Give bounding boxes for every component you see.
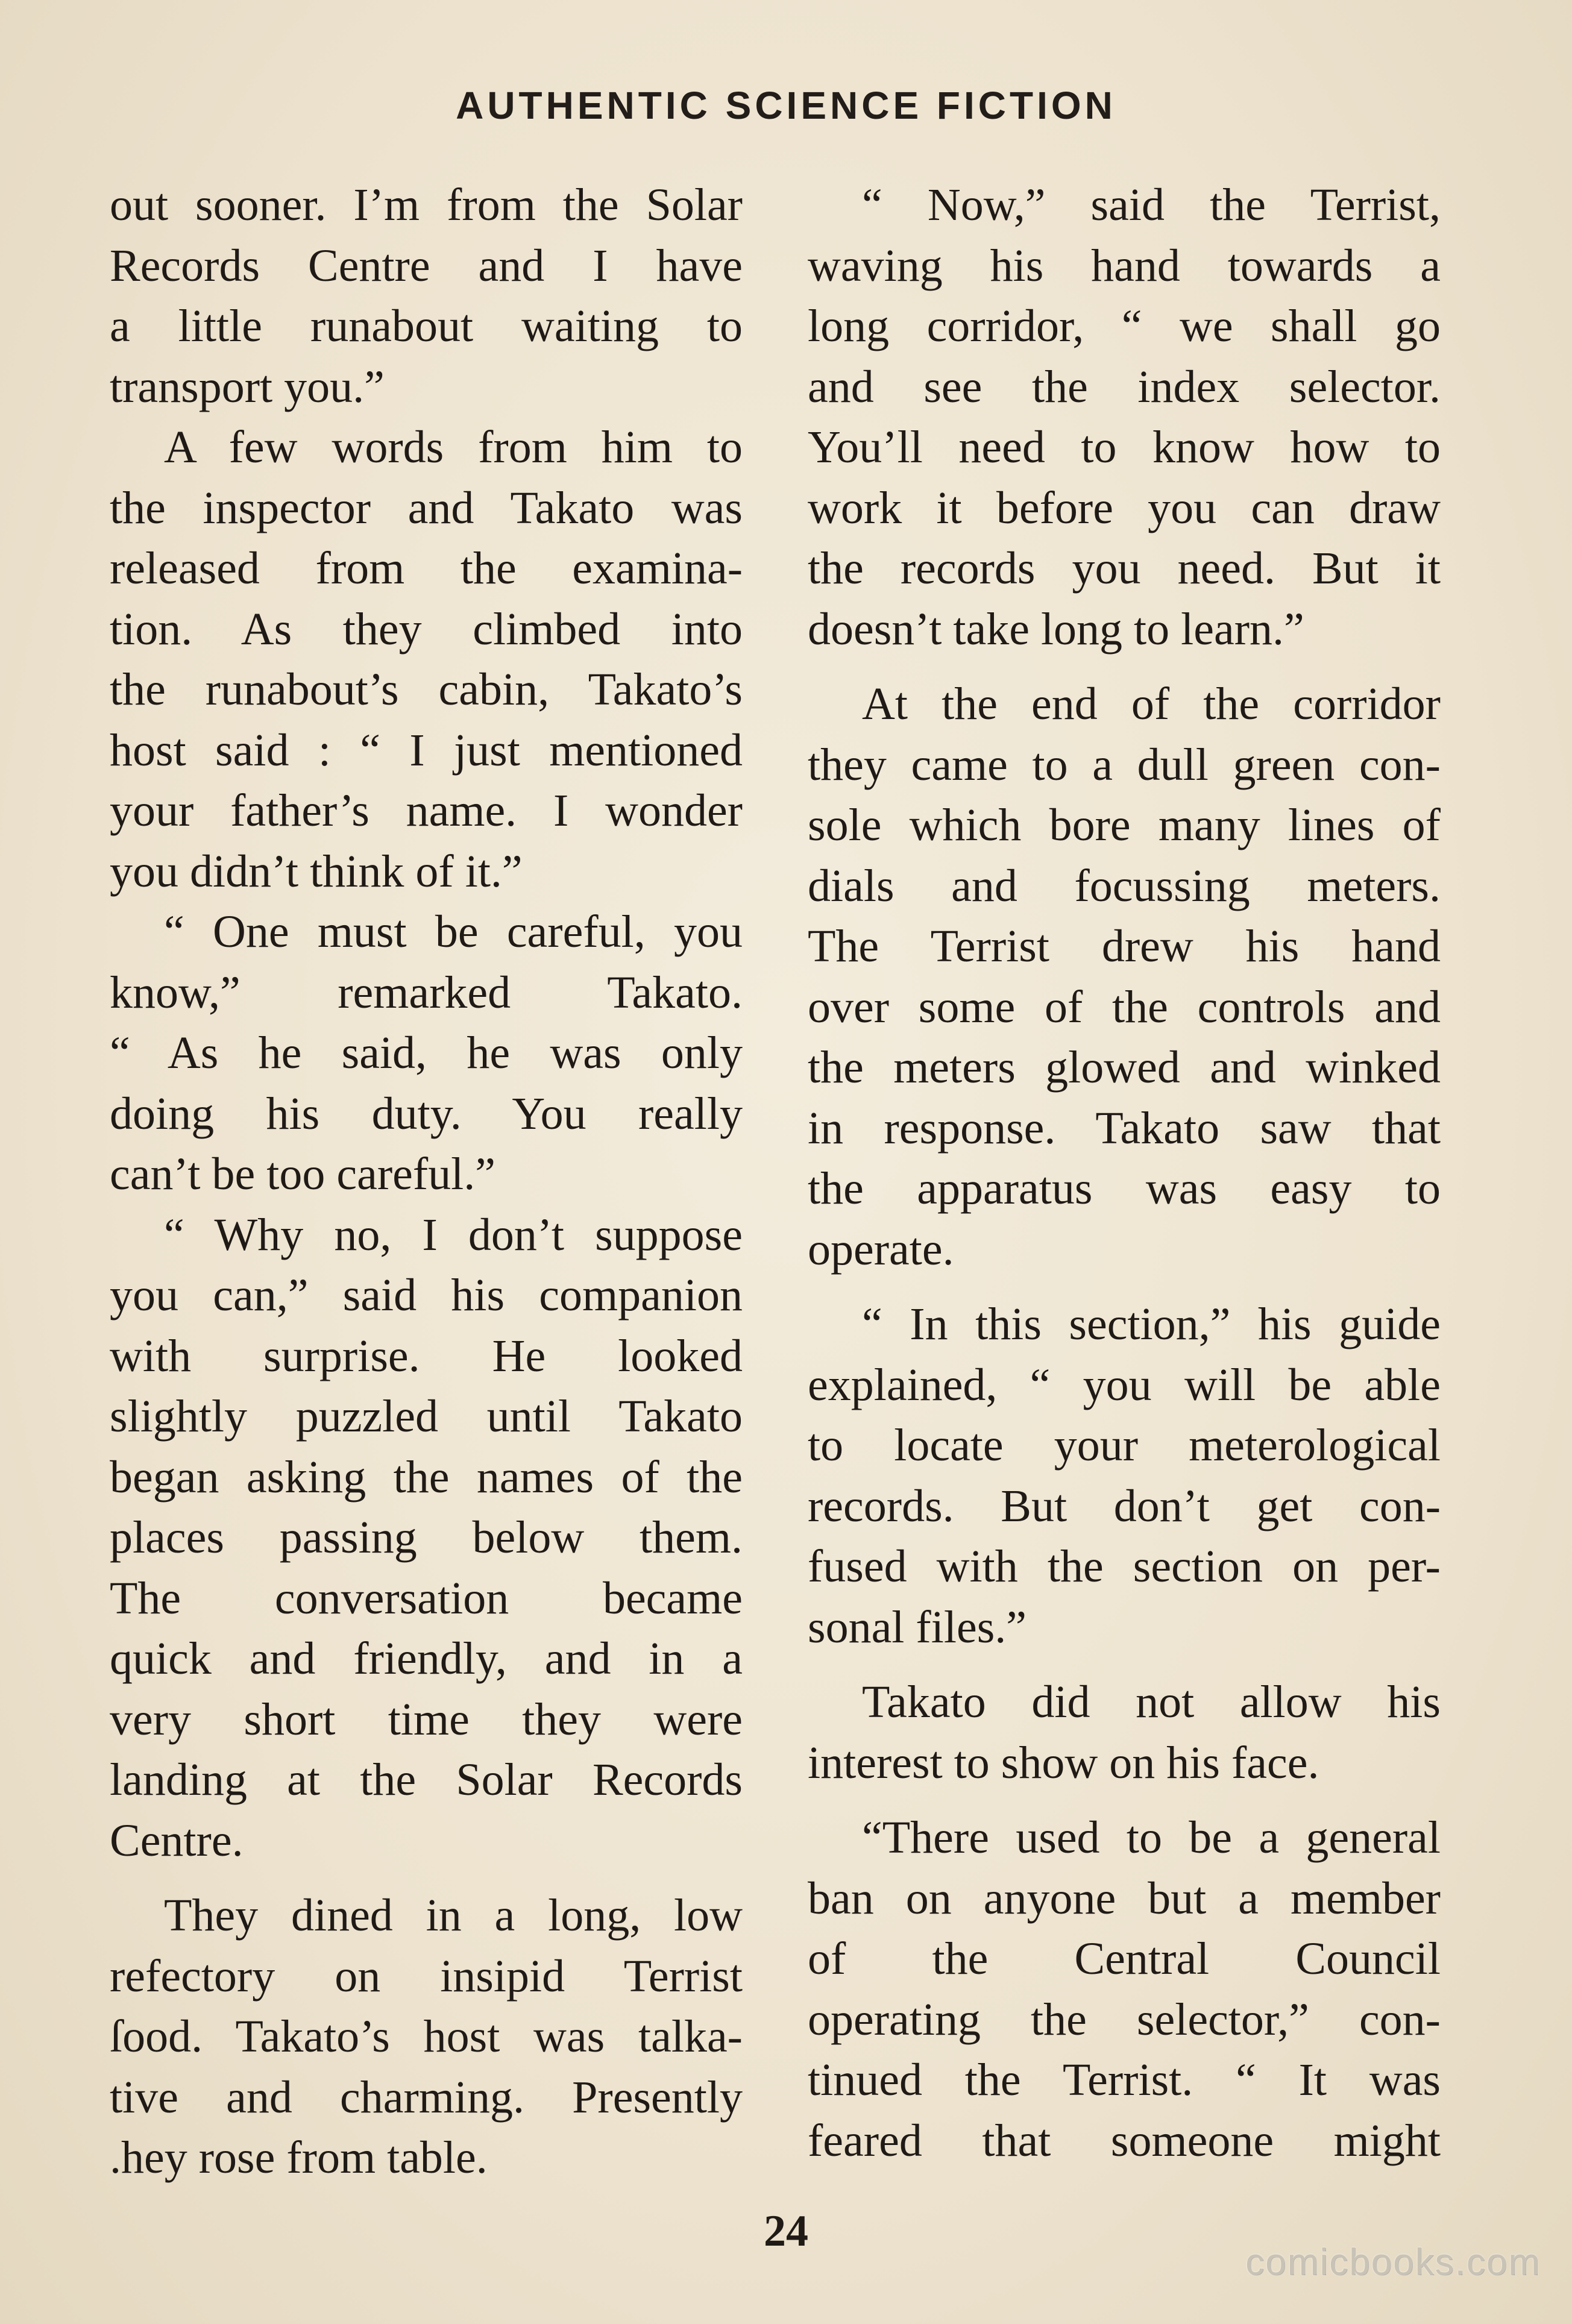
paragraph-gap <box>808 659 1441 674</box>
text-line: the runabout’s cabin, Takato’s <box>110 664 743 715</box>
text-line: know,” remarked Takato. <box>110 967 743 1018</box>
text-line: .hey rose from table. <box>110 2132 488 2183</box>
text-line: “ Why no, I don’t suppose <box>164 1209 743 1260</box>
text-line: Records Centre and I have <box>110 240 743 291</box>
paragraph-gap <box>808 1280 1441 1294</box>
text-line: “ In this section,” his guide <box>862 1299 1441 1349</box>
text-line: slightly puzzled until Takato <box>110 1391 743 1442</box>
text-line: sonal files.” <box>808 1601 1027 1653</box>
text-line: very short time they were <box>110 1694 743 1745</box>
text-line: you didn’t think of it.” <box>110 846 523 897</box>
text-line: they came to a dull green con- <box>808 739 1441 790</box>
text-line: Takato did not allow his <box>862 1677 1441 1727</box>
text-line: began asking the names of the <box>110 1451 743 1503</box>
text-line: you can,” said his companion <box>110 1270 743 1321</box>
paragraph-gap <box>808 1657 1441 1672</box>
text-line: doing his duty. You really <box>110 1088 743 1139</box>
text-line: A few words from him to <box>164 422 743 473</box>
text-line: operating the selector,” con- <box>808 1994 1441 2045</box>
text-line: of the Central Council <box>808 1933 1441 1984</box>
text-line: the apparatus was easy to <box>808 1163 1441 1214</box>
paragraph-gap <box>808 1793 1441 1807</box>
text-line: interest to show on his face. <box>808 1737 1319 1788</box>
text-line: host said : “ I just mentioned <box>110 724 743 776</box>
watermark-logo: comicbooks.com <box>1245 2241 1541 2283</box>
text-line: out sooner. I’m from the Solar <box>110 180 743 230</box>
text-line: tive and charming. Presently <box>110 2071 743 2123</box>
text-line: dials and focussing meters. <box>808 860 1441 911</box>
text-line: “There used to be a general <box>862 1812 1441 1863</box>
text-line: with surprise. He looked <box>110 1330 743 1381</box>
text-line: explained, “ you will be able <box>808 1359 1441 1410</box>
text-line: your father’s name. I wonder <box>110 785 743 836</box>
text-line: You’ll need to know how to <box>808 422 1441 473</box>
text-line: “ One must be careful, you <box>164 906 743 957</box>
text-line: in response. Takato saw that <box>808 1102 1441 1154</box>
text-line: landing at the Solar Records <box>110 1754 743 1805</box>
paragraph-gap <box>110 1871 743 1885</box>
text-line: the records you need. But it <box>808 543 1441 594</box>
right-text-column <box>808 175 1441 2171</box>
text-line: fused with the section on per- <box>808 1541 1441 1592</box>
text-line: operate. <box>808 1223 954 1275</box>
text-line: tion. As they climbed into <box>110 603 743 655</box>
text-line: records. But don’t get con- <box>808 1480 1441 1531</box>
text-line: sole which bore many lines of <box>808 800 1441 850</box>
running-header: AUTHENTIC SCIENCE FICTION <box>456 84 1116 127</box>
text-line: Centre. <box>110 1815 244 1866</box>
text-line: tinued the Terrist. “ It was <box>808 2055 1441 2105</box>
text-line: feared that someone might <box>808 2115 1441 2166</box>
text-line: a little runabout waiting to <box>110 301 743 351</box>
text-line: The conversation became <box>110 1572 743 1624</box>
page-number: 24 <box>764 2206 808 2256</box>
text-line: refectory on insipid Terrist <box>110 1950 743 2002</box>
left-text-column <box>110 175 743 2188</box>
text-line: “ Now,” said the Terrist, <box>862 180 1441 230</box>
text-line: ſood. Takato’s host was talka- <box>110 2011 743 2062</box>
text-line: to locate your meterological <box>808 1420 1441 1471</box>
text-line: waving his hand towards a <box>808 240 1441 291</box>
text-line: released from the examina- <box>110 543 743 594</box>
text-line: the inspector and Takato was <box>110 482 743 533</box>
text-line: work it before you can draw <box>808 482 1441 533</box>
text-line: doesn’t take long to learn.” <box>808 603 1304 655</box>
text-line: transport you.” <box>110 361 385 412</box>
text-line: They dined in a long, low <box>164 1890 743 1941</box>
text-line: the meters glowed and winked <box>808 1042 1441 1093</box>
text-line: ban on anyone but a member <box>808 1873 1441 1924</box>
text-line: At the end of the corridor <box>862 679 1441 729</box>
text-line: can’t be too careful.” <box>110 1149 496 1199</box>
text-line: The Terrist drew his hand <box>808 921 1441 972</box>
text-line: quick and friendly, and in a <box>110 1633 743 1684</box>
text-line: “ As he said, he was only <box>110 1028 743 1078</box>
text-line: over some of the controls and <box>808 981 1441 1032</box>
text-line: places passing below them. <box>110 1512 743 1563</box>
text-line: long corridor, “ we shall go <box>808 301 1441 351</box>
text-line: and see the index selector. <box>808 361 1441 412</box>
